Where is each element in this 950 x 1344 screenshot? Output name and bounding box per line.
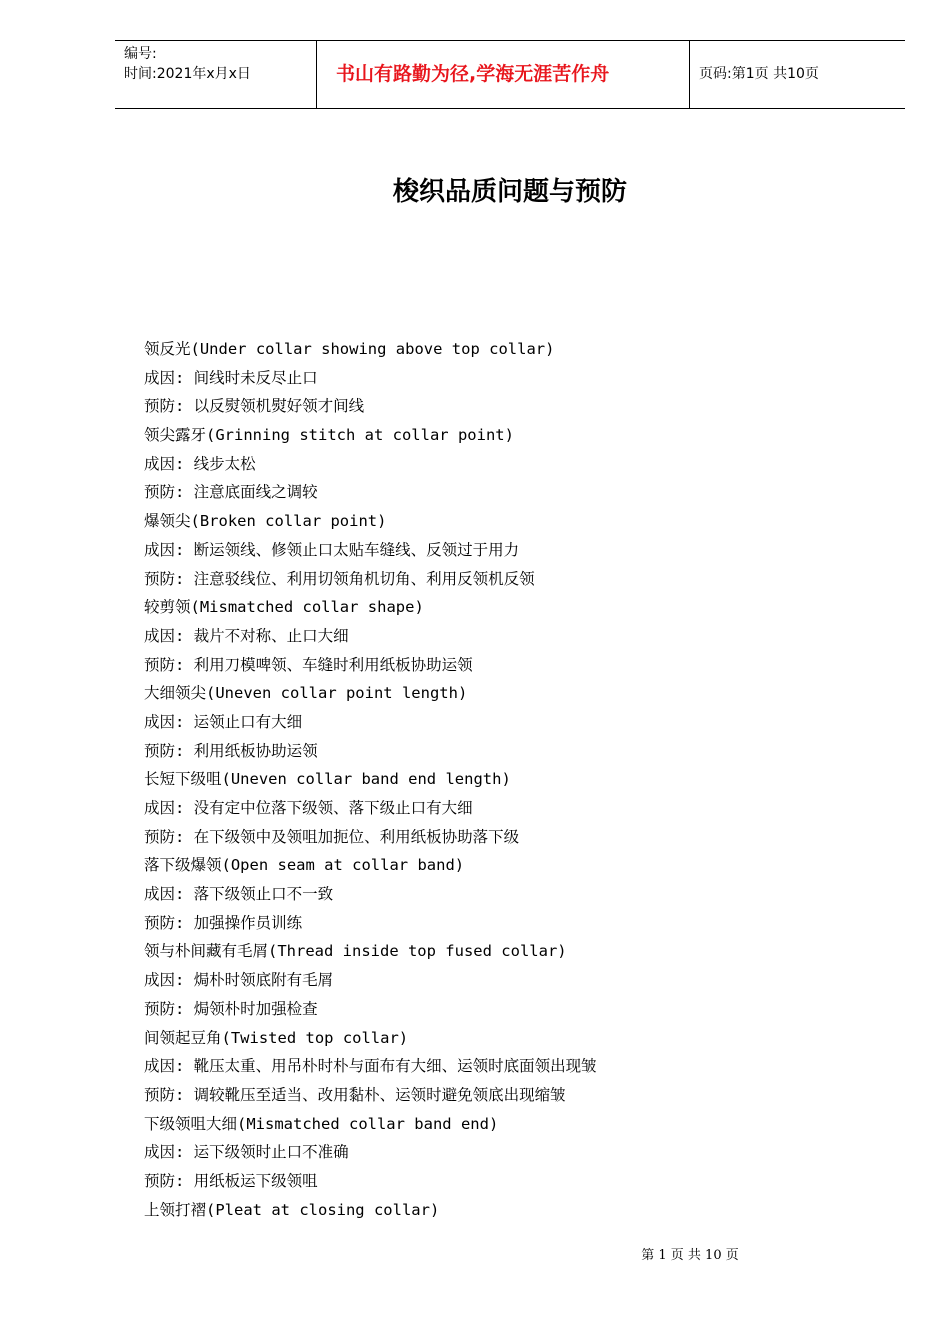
- text-line: 较剪领(Mismatched collar shape): [144, 598, 424, 617]
- text-line: 领尖露牙(Grinning stitch at collar point): [144, 426, 514, 445]
- text-line: 领反光(Under collar showing above top collar): [144, 340, 555, 358]
- text-line: 大细领尖(Uneven collar point length): [144, 684, 468, 703]
- text-line: 预防: 加强操作员训练: [144, 913, 303, 932]
- text-line: 成因: 落下级领止口不一致: [144, 885, 334, 904]
- header-meta: [115, 41, 316, 108]
- text-line: 成因: 运领止口有大细: [144, 712, 303, 731]
- text-line: 间领起豆角(Twisted top collar): [144, 1028, 409, 1047]
- document-body: [144, 335, 884, 1224]
- text-line: 预防: 调较靴压至适当、改用黏朴、运领时避免领底出现缩皱: [144, 1085, 566, 1104]
- text-line: 上领打褶(Pleat at closing collar): [144, 1200, 440, 1219]
- text-line: 预防: 焗领朴时加强检查: [144, 999, 318, 1018]
- text-line: 预防: 利用刀模啤领、车缝时利用纸板协助运领: [144, 655, 473, 674]
- text-line: 成因: 间线时未反尽止口: [144, 368, 318, 387]
- serial-label: 编号:: [124, 46, 157, 62]
- header-page-cell: [690, 41, 905, 108]
- text-line: 领与朴间藏有毛屑(Thread inside top fused collar): [144, 942, 567, 961]
- text-line: 下级领咀大细(Mismatched collar band end): [144, 1114, 499, 1133]
- text-line: 预防: 注意底面线之调较: [144, 483, 318, 502]
- text-line: 预防: 利用纸板协助运领: [144, 741, 318, 760]
- text-line: 预防: 用纸板运下级领咀: [144, 1171, 318, 1190]
- text-line: 成因: 断运领线、修领止口太贴车缝线、反领过于用力: [144, 540, 520, 559]
- text-line: 成因: 运下级领时止口不准确: [144, 1143, 349, 1162]
- text-line: 预防: 以反熨领机熨好领才间线: [144, 397, 365, 416]
- text-line: 成因: 线步太松: [144, 454, 256, 473]
- text-line: 预防: 注意驳线位、利用切领角机切角、利用反领机反领: [144, 569, 535, 588]
- page-header: [115, 40, 905, 109]
- motto-text: 书山有路勤为径,学海无涯苦作舟: [336, 63, 610, 85]
- page-footer: 第 1 页 共 10 页: [641, 1248, 739, 1263]
- text-line: 长短下级咀(Uneven collar band end length): [144, 770, 511, 789]
- text-line: 预防: 在下级领中及领咀加扼位、利用纸板协助落下级: [144, 827, 520, 846]
- time-label: 时间:2021年x月x日: [124, 66, 251, 82]
- text-line: 落下级爆领(Open seam at collar band): [144, 856, 465, 875]
- text-line: 成因: 裁片不对称、止口大细: [144, 626, 349, 645]
- header-motto-cell: [316, 41, 690, 108]
- text-line: 成因: 没有定中位落下级领、落下级止口有大细: [144, 799, 473, 817]
- text-line: 成因: 焗朴时领底附有毛屑: [144, 971, 334, 990]
- text-line: 成因: 靴压太重、用吊朴时朴与面布有大细、运领时底面领出现皱: [144, 1057, 597, 1076]
- document-title: 梭织品质问题与预防: [392, 177, 627, 207]
- text-line: 爆领尖(Broken collar point): [144, 512, 387, 531]
- page-info: 页码:第1页 共10页: [699, 66, 819, 82]
